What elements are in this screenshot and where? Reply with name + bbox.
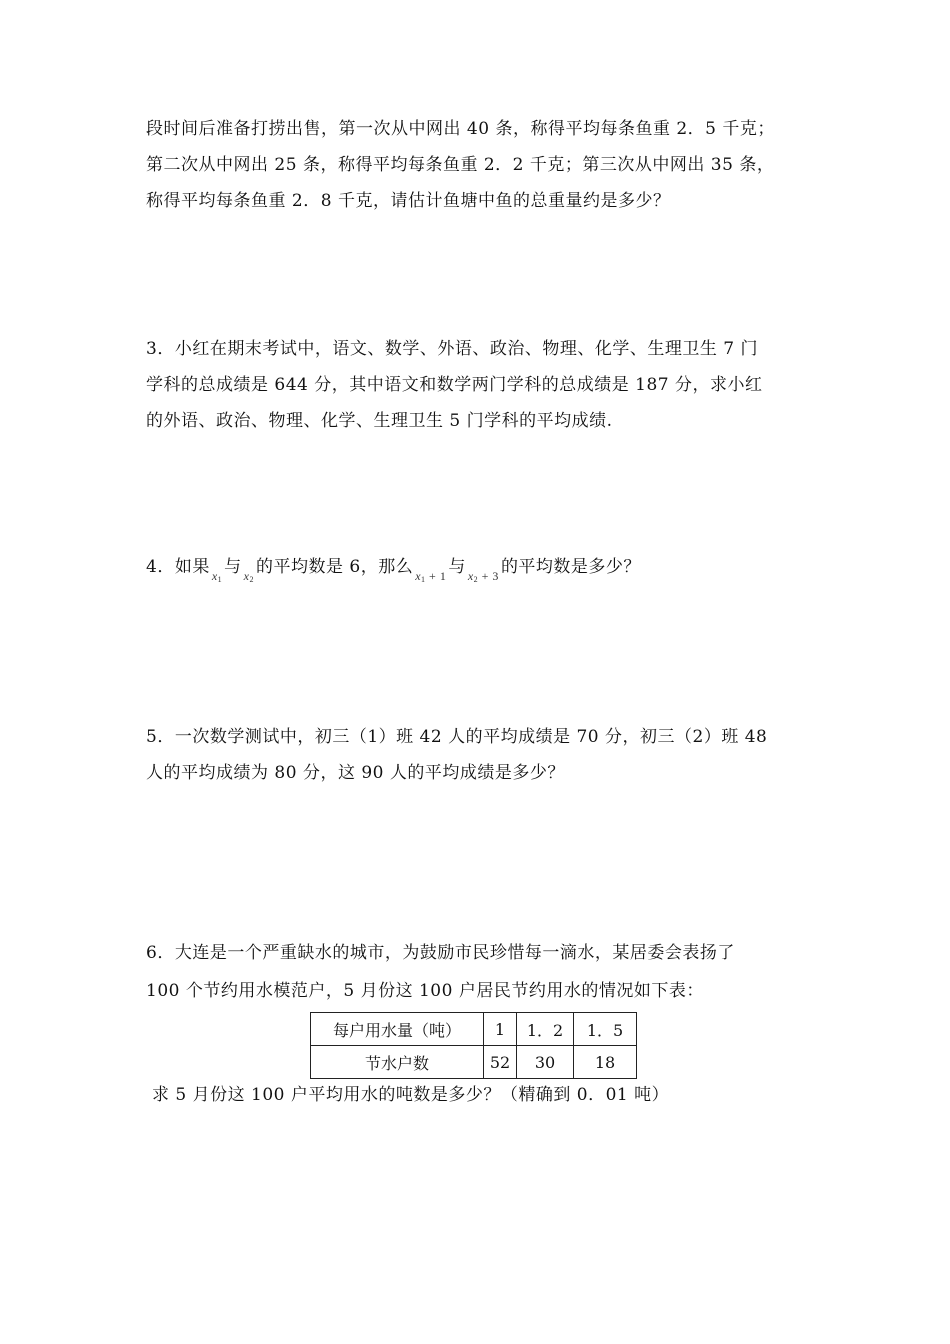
problem3-line3: 的外语、政治、物理、化学、生理卫生 5 门学科的平均成绩. — [146, 411, 613, 431]
usage-cell: 1 — [484, 1013, 517, 1046]
usage-cell: 1．2 — [517, 1013, 574, 1046]
problem4-suffix: 的平均数是多少？ — [500, 557, 641, 577]
problem6-line1: 6．大连是一个严重缺水的城市，为鼓励市民珍惜每一滴水，某居委会表扬了 — [146, 943, 735, 963]
problem3-line1: 3．小红在期末考试中，语文、数学、外语、政治、物理、化学、生理卫生 7 门 — [146, 339, 758, 359]
problem6-line2: 100 个节约用水模范户，5 月份这 100 户居民节约用水的情况如下表： — [146, 981, 704, 1001]
table-row-label: 节水户数 — [311, 1046, 484, 1079]
table-row-usage — [311, 1013, 637, 1046]
problem5-line2: 人的平均成绩为 80 分，这 90 人的平均成绩是多少？ — [146, 763, 565, 783]
problem6-question: 求 5 月份这 100 户平均用水的吨数是多少？（精确到 0．01 吨） — [152, 1085, 670, 1105]
water-usage-table — [310, 1012, 637, 1079]
table-row-households — [311, 1046, 637, 1079]
table-header-label: 每户用水量（吨） — [311, 1013, 484, 1046]
households-cell: 52 — [484, 1046, 517, 1079]
problem2-line3: 称得平均每条鱼重 2．8 千克，请估计鱼塘中鱼的总重量约是多少？ — [146, 191, 671, 211]
problem4-mid: 的平均数是 6，那么 — [255, 557, 414, 577]
households-cell: 30 — [517, 1046, 574, 1079]
formula-x1-plus-1: x1 + 1 — [415, 569, 447, 584]
problem3-line2: 学科的总成绩是 644 分，其中语文和数学两门学科的总成绩是 187 分，求小红 — [146, 375, 763, 395]
problem5-line1: 5．一次数学测试中，初三（1）班 42 人的平均成绩是 70 分，初三（2）班 48 — [146, 727, 768, 747]
problem2-line1: 段时间后准备打捞出售，第一次从中网出 40 条，称得平均每条鱼重 2．5 千克； — [146, 119, 775, 139]
formula-x2-plus-3: x2 + 3 — [467, 569, 499, 584]
problem4-line — [146, 556, 641, 583]
formula-x2: x2 — [243, 569, 254, 584]
households-cell: 18 — [574, 1046, 637, 1079]
usage-cell: 1．5 — [574, 1013, 637, 1046]
problem2-line2: 第二次从中网出 25 条，称得平均每条鱼重 2．2 千克；第三次从中网出 35 条， — [146, 155, 775, 175]
problem4-prefix: 4．如果 — [146, 557, 210, 577]
problem4-and-1: 与 — [224, 557, 242, 577]
problem4-and-2: 与 — [448, 557, 466, 577]
formula-x1: x1 — [211, 569, 223, 584]
